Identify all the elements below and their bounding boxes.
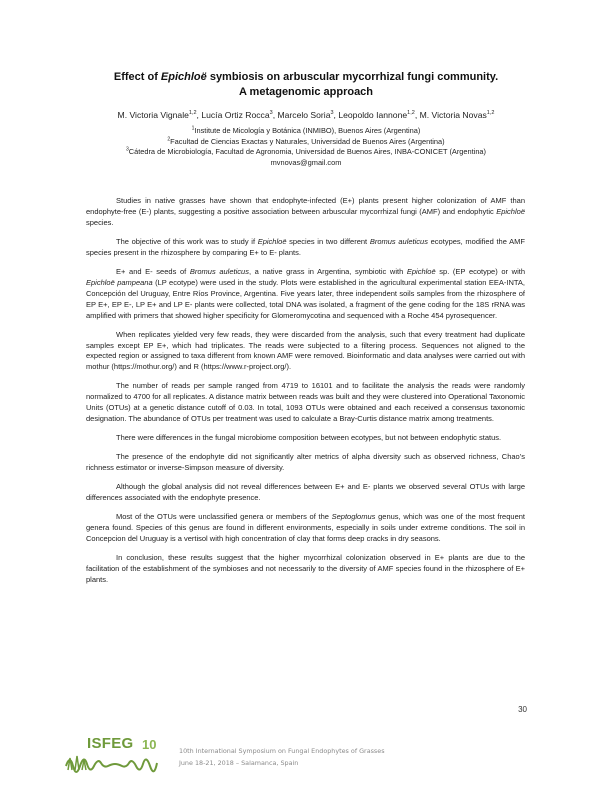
text-run: genus, which was one of the most frequent genera found. Species of this genus are found in different environments, especially in soils under extreme conditions. The soil in Concepcion del Uruguay is a vertisol with high concentration of clay that forms deep cracks in dry seasons. [86,512,526,544]
affiliation-list [60,126,552,158]
author-affiliation-mark: 3 [330,110,334,117]
text-run: In conclusion, these results suggest that the higher mycorrhizal colonization observed in E+ plants are due to the facilitation of the establishment of the symbioses and not necessarily to the diversity of AMF species found in the rhizosphere of E+ plants. [86,553,525,585]
italic-term: Epichloë pampeana [86,277,153,287]
logo-text: ISFEG [87,735,134,752]
author-name: Leopoldo Iannone [338,110,408,120]
text-run: species in two different [286,236,370,246]
italic-term: Epichloë [406,266,436,276]
isfeg-logo [64,734,176,776]
text-run: , a native grass in Argentina, symbiotic with [248,266,407,276]
contact-email: mvnovas@gmail.com [270,157,342,167]
author-affiliation-mark: 1,2 [486,110,495,117]
paragraph [86,482,525,504]
page-number: 30 [518,705,527,714]
affiliation-text: Facultad de Ciencias Exactas y Naturales, Universidad de Buenos Aires (Argentina) [170,136,445,146]
affiliation-line [60,126,552,137]
author-name: Marcelo Soria [277,110,331,120]
affiliation-text: Cátedra de Microbiología, Facultad de Agronomia, Universidad de Buenos Aires, INBA-CONICET (Argentina) [128,147,487,157]
text-run: When replicates yielded very few reads, they were discarded from the analysis, such that every treatment had duplicate samples except EP E+, which had triplicates. The reads were subjected to a filtering process. Sequences not aligned to the expected region or assigned to taxa different from known AMF were removed. Bioinformatic and data analyses were carried out with mothur (https://mothur.org/) and R (https://www.r-project.org/). [86,329,525,372]
affiliations [60,126,552,168]
text-run: sp. (EP ecotype) or with [435,266,525,276]
text-run: Although the global analysis did not reveal differences between E+ and E- plants we observed several OTUs with large differences associated with the endophyte presence. [86,482,525,503]
title-line-2: A metagenomic approach [238,85,374,98]
paragraph [86,330,525,374]
footer-conference-name: 10th International Symposium on Fungal Endophytes of Grasses [179,747,385,755]
affiliation-mark: 2 [167,136,171,143]
affiliation-mark: 1 [191,125,195,132]
author-affiliation-mark: 1,2 [188,110,197,117]
author-separator: , [196,110,202,120]
author-separator: , [272,110,278,120]
text-run: Studies in native grasses have shown that endophyte-infected (E+) plants present higher colonization of AMF than endophyte-free (E-) plants, suggesting a positive association between arbuscular mycorrhizal fungi (AMF) and endophytic [86,196,525,216]
abstract-body [86,196,525,594]
text-run: The presence of the endophyte did not significantly alter metrics of alpha diversity such as observed richness, Chao’s richness estimator or inverse-Simpson measure of diversity. [86,452,525,473]
italic-term: Epichloë [257,236,287,246]
paper-title [90,70,522,99]
affiliation-line [60,137,552,148]
logo-number: 10 [142,737,157,752]
italic-term: Epichloë [496,206,525,216]
paragraph [86,452,525,474]
author-separator: , [333,110,339,120]
text-run: The number of reads per sample ranged from 4719 to 16101 and to facilitate the analysis the reads were randomly normalized to 4700 for all replicates. A distance matrix between reads was built and they were clustered into Operational Taxonomic Units (OTUs) at a genetic distance cutoff of 0.03. In total, 1093 OTUs were obtained and each received a consensus taxonomic designation. The abundance of OTUs per treatment was used to calculate a Bray-Curtis distance matrix among treatments. [86,381,525,424]
paragraph [86,267,525,322]
author-affiliation-mark: 3 [269,110,273,117]
affiliation-text: Institute de Micología y Botánica (INMIBO), Buenos Aires (Argentina) [194,126,421,135]
title-line-1: Effect of Epichloë symbiosis on arbuscular mycorrhizal fungi community. [113,71,499,83]
author-separator: , [414,110,420,120]
text-run: The objective of this work was to study if [116,236,258,246]
text-run: There were differences in the fungal microbiome composition between ecotypes, but not between endophytic status. [116,433,502,443]
affiliation-line [60,147,552,158]
author-name: Lucía Ortiz Rocca [201,110,270,120]
paragraph [86,433,525,444]
text-run: ecotypes, modified the AMF species present in the rhizosphere by comparing E+ to E- plants. [86,236,525,257]
grass-waves-icon [64,750,164,774]
paragraph [86,196,525,229]
footer-conference-date: June 18-21, 2018 – Salamanca, Spain [179,759,299,767]
author-affiliation-mark: 1,2 [407,110,415,117]
italic-term: Bromus auleticus [369,236,428,246]
italic-term: Septoglomus [331,512,376,522]
text-run: Most of the OTUs were unclassified genera or members of the [116,512,332,522]
paragraph [86,553,525,586]
paragraph [86,237,525,259]
author-name: M. Victoria Vignale [117,110,189,120]
paragraph [86,512,525,545]
paragraph [86,381,525,425]
author-name: M. Victoria Novas [419,110,487,120]
italic-term: Bromus auleticus [189,266,249,276]
text-run: species. [86,217,114,227]
author-list [60,109,552,121]
text-run: E+ and E- seeds of [116,266,190,276]
text-run: (LP ecotype) were used in the study. Plots were established in the agricultural experimental station EEA-INTA, Concepción del Uruguay, Entre Ríos Province, Argentina. Five years later, three independent soils samples from the rhizosphere of EP E+, EP E-, LP E+ and LP E- plants were collected, total DNA was isolated, a fragment of the gene coding for the 18S rRNA was amplified with primers that showed higher specificity for Glomeromycotina and sequenced with a Roche 454 pyrosequencer. [86,277,525,320]
affiliation-mark: 3 [125,146,129,153]
